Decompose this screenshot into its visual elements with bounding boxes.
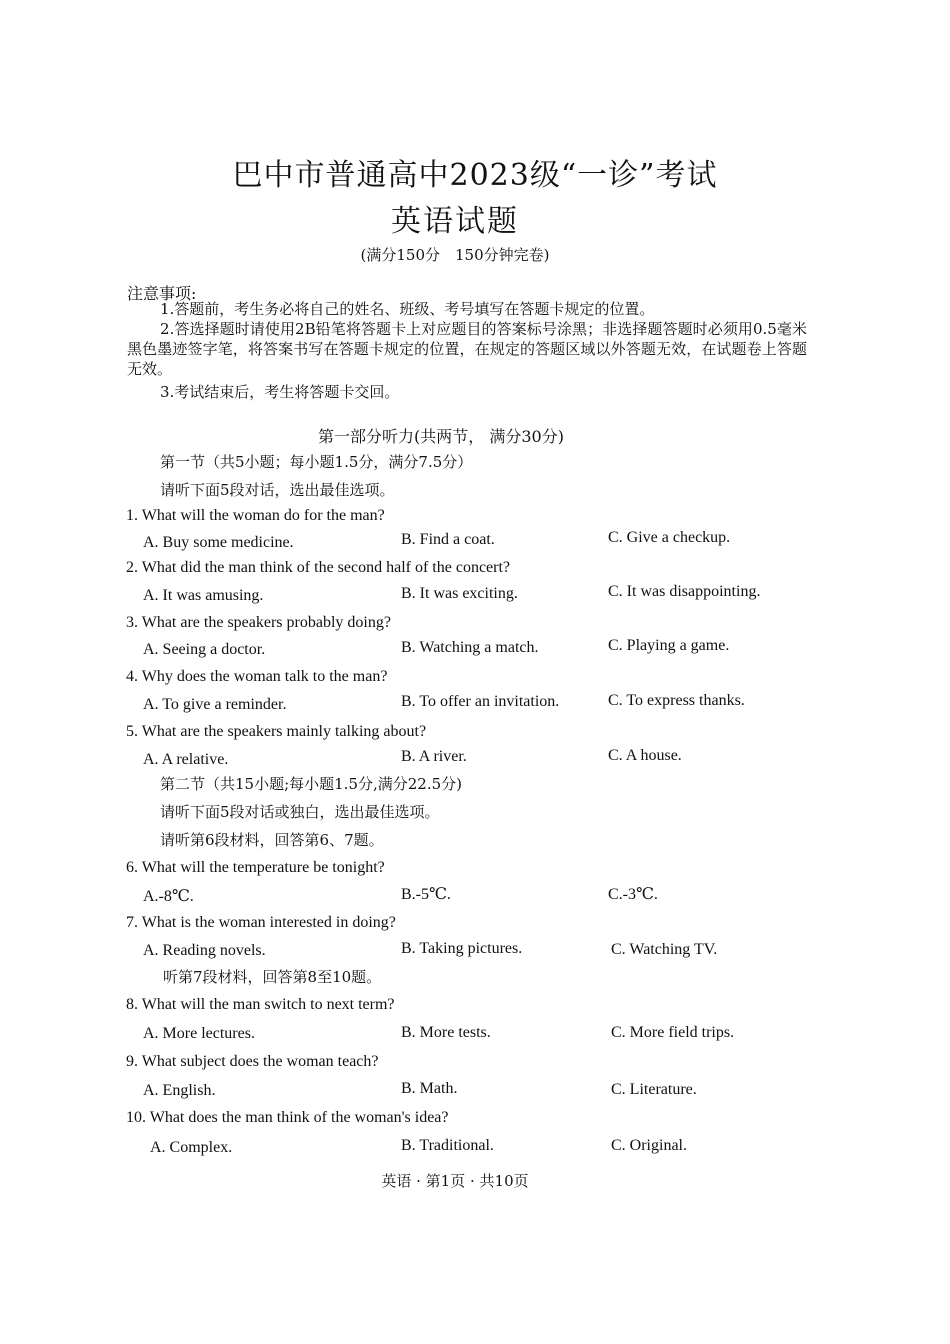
question-2: 2. What did the man think of the second half of the concert? (126, 559, 511, 576)
question-8: 8. What will the man switch to next term? (126, 996, 395, 1013)
section2-instruction: 请听下面5段对话或独白，选出最佳选项。 (160, 803, 440, 821)
q5-option-b: B. A river. (401, 748, 467, 765)
subject-title: 英语试题 (391, 204, 519, 239)
q10-option-a: A. Complex. (150, 1139, 233, 1156)
q9-option-b: B. Math. (401, 1080, 458, 1097)
q8-option-a: A. More lectures. (143, 1025, 255, 1042)
question-3: 3. What are the speakers probably doing? (126, 614, 391, 631)
material-6-instruction: 请听第6段材料，回答第6、7题。 (160, 831, 384, 849)
notice-item-1: 1.答题前，考生务必将自己的姓名、班级、考号填写在答题卡规定的位置。 (160, 300, 655, 318)
question-5: 5. What are the speakers mainly talking about? (126, 723, 427, 740)
q7-option-a: A. Reading novels. (143, 942, 266, 959)
page-footer: 英语 · 第1页 · 共10页 (381, 1172, 529, 1190)
q4-option-a: A. To give a reminder. (143, 696, 287, 713)
section1-heading: 第一节（共5小题；每小题1.5分，满分7.5分） (160, 453, 473, 471)
q4-option-c: C. To express thanks. (608, 692, 745, 709)
q1-option-a: A. Buy some medicine. (143, 534, 294, 551)
question-1: 1. What will the woman do for the man? (126, 507, 385, 524)
notice-item-2: 2.答选择题时请使用2B铅笔将答题卡上对应题目的答案标号涂黑；非选择题答题时必须用0.5毫米黑色墨迹签字笔，将答案书写在答题卡规定的位置，在规定的答题区域以外答题无效，在试题卷上答题无效。 (127, 320, 807, 378)
q8-option-b: B. More tests. (401, 1024, 491, 1041)
question-4: 4. Why does the woman talk to the man? (126, 668, 388, 685)
notice-item-3: 3.考试结束后，考生将答题卡交回。 (160, 383, 400, 401)
exam-subtitle: (满分150分 150分钟完卷) (360, 246, 550, 264)
q2-option-b: B. It was exciting. (401, 585, 518, 602)
q2-option-a: A. It was amusing. (143, 587, 264, 604)
q3-option-a: A. Seeing a doctor. (143, 641, 266, 658)
q3-option-c: C. Playing a game. (608, 637, 730, 654)
part1-heading: 第一部分听力(共两节， 满分30分) (318, 427, 564, 446)
q7-option-b: B. Taking pictures. (401, 940, 523, 957)
q1-option-b: B. Find a coat. (401, 531, 495, 548)
question-6: 6. What will the temperature be tonight? (126, 859, 385, 876)
question-9: 9. What subject does the woman teach? (126, 1053, 379, 1070)
question-7: 7. What is the woman interested in doing? (126, 914, 396, 931)
q5-option-c: C. A house. (608, 747, 682, 764)
section1-instruction: 请听下面5段对话，选出最佳选项。 (160, 481, 395, 499)
q3-option-b: B. Watching a match. (401, 639, 539, 656)
q9-option-a: A. English. (143, 1082, 216, 1099)
q6-option-b: B.-5℃. (401, 886, 451, 903)
material-7-instruction: 听第7段材料，回答第8至10题。 (163, 968, 382, 986)
exam-title: 巴中市普通高中2023级“一诊”考试 (232, 158, 718, 193)
q6-option-c: C.-3℃. (608, 886, 658, 903)
notice-heading: 注意事项: (127, 284, 197, 303)
question-10: 10. What does the man think of the woman's idea? (126, 1109, 449, 1126)
section2-heading: 第二节（共15小题;每小题1.5分,满分22.5分) (160, 775, 463, 793)
q1-option-c: C. Give a checkup. (608, 529, 731, 546)
q9-option-c: C. Literature. (611, 1081, 697, 1098)
q8-option-c: C. More field trips. (611, 1024, 735, 1041)
q7-option-c: C. Watching TV. (611, 941, 718, 958)
q5-option-a: A. A relative. (143, 751, 229, 768)
q4-option-b: B. To offer an invitation. (401, 693, 560, 710)
q10-option-b: B. Traditional. (401, 1137, 494, 1154)
q6-option-a: A.-8℃. (143, 888, 194, 905)
q10-option-c: C. Original. (611, 1137, 687, 1154)
q2-option-c: C. It was disappointing. (608, 583, 761, 600)
